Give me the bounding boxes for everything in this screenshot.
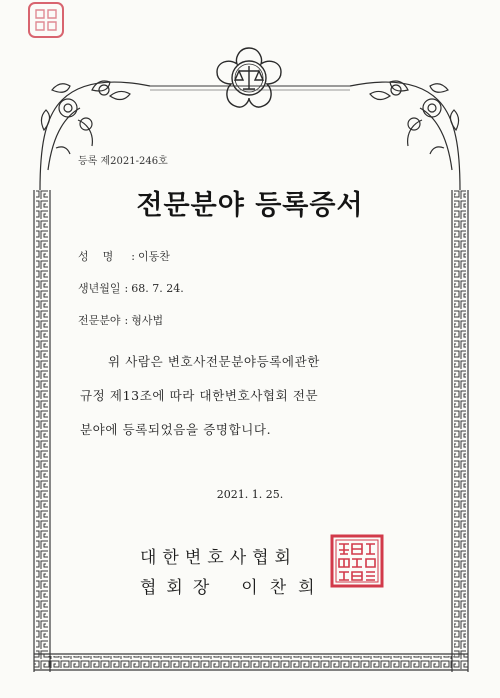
name-row: 성명 : 이동찬	[78, 250, 170, 263]
body-text-line: 규정 제13조에 따라 대한변호사협회 전문	[80, 388, 319, 403]
certificate-title: 전문분야 등록증서	[136, 190, 364, 221]
organization-name: 대한변호사협회	[140, 548, 297, 568]
official-seal-icon	[330, 534, 384, 588]
specialty-label: 전문분야	[78, 314, 121, 327]
specialty-row: 전문분야 : 형사법	[78, 314, 164, 327]
body-text-line: 위 사람은 변호사전문분야등록에관한	[108, 354, 320, 369]
president-title: 협회장	[140, 578, 220, 598]
birth-label: 생년월일	[78, 282, 121, 295]
issue-date: 2021. 1. 25.	[216, 488, 284, 501]
body-text-line: 분야에 등록되었음을 증명합니다.	[80, 422, 272, 437]
top-seal-icon	[26, 0, 66, 40]
name-value: 이동찬	[137, 250, 170, 263]
birth-value: 68. 7. 24.	[131, 282, 184, 295]
border-right	[454, 190, 466, 670]
name-label: 성명	[78, 250, 128, 263]
registration-number: 등록 제2021-246호	[78, 156, 168, 167]
border-bottom	[34, 656, 468, 668]
president-line	[140, 573, 327, 598]
floral-corner-right-ornament	[350, 81, 460, 190]
birth-row: 생년월일 : 68. 7. 24.	[78, 282, 184, 295]
president-name: 이찬희	[241, 578, 327, 598]
border-left	[36, 190, 48, 670]
floral-corner-left-ornament	[40, 81, 150, 190]
specialty-value: 형사법	[131, 314, 164, 327]
scales-of-justice-emblem-icon	[209, 44, 289, 122]
